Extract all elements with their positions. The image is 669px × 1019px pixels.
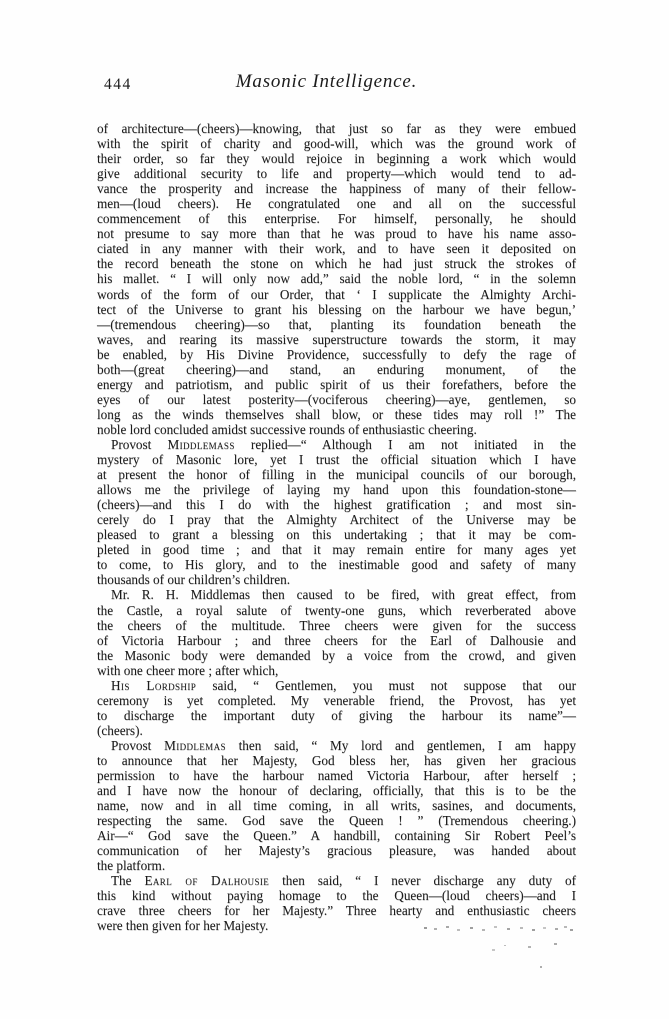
text-line: crave three cheers for her Majesty.” Three hearty and enthusiastic cheers: [97, 903, 576, 919]
text-line: the Castle, a royal salute of twenty-one guns, which reverberated above: [97, 602, 576, 618]
page-number: 444: [104, 76, 132, 93]
text-line: to announce that her Majesty, God bless her, has given her gracious: [97, 752, 576, 768]
text-line: with one cheer more ; after which,: [97, 662, 279, 678]
text-line: —(tremendous cheering)—so that, planting its foundation beneath the: [97, 316, 576, 332]
text-line: his mallet. “ I will only now add,” said the noble lord, “ in the solemn: [97, 271, 576, 287]
text-line: Provost Middlemass replied—“ Although I am not initiated in the: [111, 436, 576, 452]
text-line: at present the honor of filling in the municipal councils of our borough,: [97, 467, 576, 483]
text-line: ceremony is yet completed. My venerable friend, the Provost, has yet: [97, 692, 576, 708]
text-line: Provost Middlemas then said, “ My lord and gentlemen, I am happy: [111, 737, 577, 753]
text-line: be enabled, by His Divine Providence, successfully to defy the rage of: [97, 346, 576, 362]
text-line: allows me the privilege of laying my hand upon this foundation-stone—: [97, 482, 576, 498]
text-line: pleased to grant a blessing on this undertaking ; that it may be com-: [97, 527, 576, 543]
text-line: name, now and in all time coming, in all writs, sasines, and documents,: [97, 798, 576, 814]
paragraph: [97, 738, 576, 873]
running-title: Masonic Intelligence.: [235, 71, 418, 92]
text-line: and I have now the honour of declaring, officially, that this is to be the: [97, 783, 576, 799]
text-line: of Victoria Harbour ; and three cheers for the Earl of Dalhousie and: [97, 632, 576, 648]
paragraph: [97, 587, 576, 677]
text-line: not presume to say more than that he was proud to have his name asso-: [97, 226, 576, 242]
text-line: long as the winds themselves shall blow, or these tides may roll !” The: [97, 406, 576, 422]
text-line: the platform.: [97, 858, 166, 874]
scan-noise: [424, 927, 427, 929]
text-line: commencement of this enterprise. For himself, personally, he should: [97, 211, 576, 227]
text-line: eyes of our latest posterity—(vociferous cheering)—aye, gentlemen, so: [97, 391, 576, 407]
text-line: (cheers)—and this I do with the highest gratification ; and most sin-: [97, 497, 576, 513]
text-line: cerely do I pray that the Almighty Architect of the Universe may be: [97, 512, 576, 528]
text-line: The Earl of Dalhousie then said, “ I never discharge any duty of: [111, 873, 576, 889]
text-line: words of the form of our Order, that ‘ I supplicate the Almighty Archi-: [97, 286, 576, 302]
text-line: pleted in good time ; and that it may remain entire for many ages yet: [97, 542, 576, 558]
text-line: their order, so far they would rejoice in beginning a work which would: [97, 151, 576, 167]
text-line: give additional security to life and property—which would tend to ad-: [97, 166, 576, 182]
text-line: energy and patriotism, and public spirit of us their forefathers, before the: [97, 376, 576, 392]
paragraph: [97, 121, 576, 437]
text-block: [97, 121, 576, 934]
text-line: communication of her Majesty’s gracious pleasure, was handed about: [97, 843, 576, 859]
paragraph: [97, 437, 576, 587]
text-line: of architecture—(cheers)—knowing, that just so far as they were embued: [97, 121, 576, 136]
text-line: (cheers).: [97, 722, 143, 738]
text-line: tect of the Universe to grant his blessing on the harbour we have begun,’: [97, 301, 576, 317]
text-line: noble lord concluded amidst successive rounds of enthusiastic cheering.: [97, 421, 477, 437]
paragraph: [97, 873, 576, 933]
text-line: this kind without paying homage to the Queen—(loud cheers)—and I: [97, 888, 576, 904]
text-line: thousands of our children’s children.: [97, 572, 291, 588]
text-line: mystery of Masonic lore, yet I trust the official situation which I have: [97, 452, 576, 468]
text-line: the cheers of the multitude. Three cheers were given for the success: [97, 617, 576, 633]
text-line: His Lordship said, “ Gentlemen, you must not suppose that our: [111, 677, 576, 693]
paragraph: [97, 678, 576, 738]
text-line: both—(great cheering)—and stand, an enduring monument, of the: [97, 361, 576, 377]
text-line: were then given for her Majesty.: [97, 918, 269, 934]
text-line: ciated in any manner with their work, and to have seen it deposited on: [97, 241, 576, 257]
text-line: with the spirit of charity and good-will, which was the ground work of: [97, 136, 576, 152]
text-line: the Masonic body were demanded by a voice from the crowd, and given: [97, 647, 576, 663]
text-line: permission to have the harbour named Victoria Harbour, after herself ;: [97, 768, 576, 784]
text-line: the record beneath the stone on which he had just struck the strokes of: [97, 256, 576, 272]
text-line: vance the prosperity and increase the happiness of many of their fellow-: [97, 181, 576, 197]
text-line: men—(loud cheers). He congratulated one and all on the successful: [97, 196, 576, 212]
text-line: waves, and rearing its massive superstructure towards the storm, it may: [97, 331, 576, 347]
scan-noise: [504, 945, 506, 946]
text-line: Air—“ God save the Queen.” A handbill, containing Sir Robert Peel’s: [97, 828, 576, 844]
text-line: Mr. R. H. Middlemas then caused to be fired, with great effect, from: [111, 587, 576, 603]
text-line: to come, to His glory, and to the inestimable good and safety of many: [97, 557, 576, 573]
text-line: respecting the same. God save the Queen ! ” (Tremendous cheering.): [97, 813, 576, 829]
text-line: to discharge the important duty of giving the harbour its name”—: [97, 707, 576, 723]
scan-noise: [540, 966, 542, 968]
